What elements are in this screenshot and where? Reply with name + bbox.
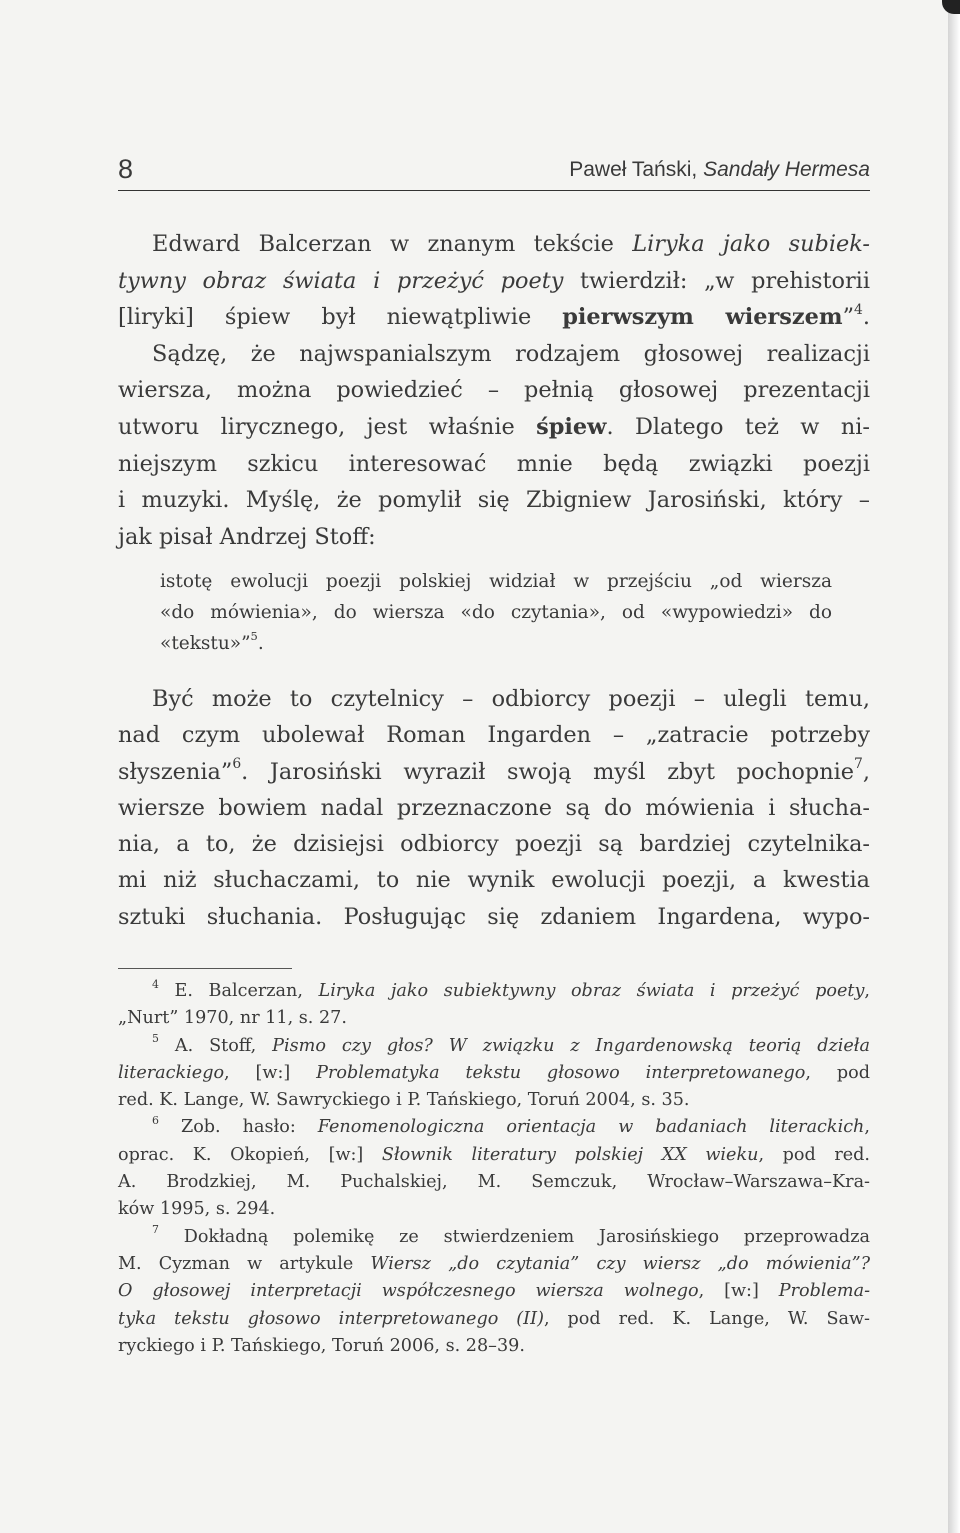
- running-head: [569, 158, 870, 182]
- text-line: [118, 299, 870, 336]
- footnote-line: [118, 978, 870, 1005]
- footnote-line: [118, 1224, 870, 1251]
- running-head-author: Paweł Tański,: [569, 158, 704, 181]
- text-span: ,: [864, 981, 870, 1001]
- title-span: Liryka jako subiektywny obraz świata i przeżyć poety: [318, 981, 865, 1001]
- footnote-line: [118, 1114, 870, 1141]
- text-line: Sądzę, że najwspanialszym rodzajem głosowej realizacji: [152, 340, 870, 367]
- title-span: literackiego: [118, 1062, 225, 1083]
- title-span: Fenomenologiczna orientacja w badaniach literackich: [317, 1117, 865, 1138]
- text-span: . Dlatego też w ni-: [606, 413, 870, 440]
- text-line: [118, 263, 870, 300]
- title-span: Problema-: [778, 1281, 871, 1302]
- text-line: sztuki słuchania. Posługując się zdaniem Ingardena, wypo-: [118, 903, 870, 930]
- footnote-number: 4: [152, 977, 159, 991]
- title-span: tywny obraz świata i przeżyć poety: [118, 267, 564, 294]
- text-span: , [w:]: [224, 1062, 317, 1083]
- text-span: twierdził: „w prehistorii: [563, 267, 870, 294]
- title-span: Wiersz „do czytania” czy wiersz „do mówienia”?: [370, 1253, 871, 1274]
- text-span: oprac. K. Okopień, [w:]: [118, 1144, 382, 1165]
- text-span: Dokładną polemikę ze stwierdzeniem Jarosińskiego przeprowadza: [158, 1226, 870, 1247]
- footnote-5: [118, 1033, 870, 1115]
- footnote-line: [118, 1060, 870, 1087]
- text-span: utworu lirycznego, jest właśnie: [118, 413, 537, 440]
- footnote-line: [118, 1278, 870, 1305]
- footnote-line: [118, 1033, 870, 1060]
- text-line: [118, 409, 870, 446]
- text-span: M. Cyzman w artykule: [118, 1253, 371, 1274]
- footnote-line: ków 1995, s. 294.: [118, 1199, 276, 1220]
- paragraph-2: [118, 681, 870, 935]
- text-line: jak pisał Andrzej Stoff:: [118, 523, 376, 550]
- footnote-ref[interactable]: 7: [854, 756, 863, 773]
- text-line: Być może to czytelnicy – odbiorcy poezji – ulegli temu,: [152, 686, 870, 712]
- title-span: Pismo czy głos? W związku z Ingardenowską teorią dzieła: [272, 1035, 871, 1056]
- text-span: .: [257, 633, 264, 654]
- text-line: nad czym ubolewał Roman Ingarden – „zatracie potrzeby: [118, 722, 870, 749]
- page-header: [118, 150, 870, 191]
- footnote-divider: [118, 968, 292, 969]
- footnote-line: [118, 1251, 870, 1278]
- footnote-line: red. K. Lange, W. Sawryckiego i P. Tańskiego, Toruń 2004, s. 35.: [118, 1090, 690, 1111]
- footnote-ref[interactable]: 5: [250, 629, 258, 644]
- title-span: Problematyka tekstu głosowo interpretowanego: [316, 1062, 806, 1083]
- paragraph-1: [118, 226, 870, 555]
- text-line: i muzyki. Myślę, że pomylił się Zbigniew Jarosiński, który –: [118, 487, 870, 514]
- footnote-line: [118, 1306, 870, 1333]
- text-span: ,: [864, 1117, 870, 1138]
- text-line: [118, 754, 870, 790]
- footnote-line: „Nurt” 1970, nr 11, s. 27.: [118, 1008, 347, 1029]
- running-head-title: Sandały Hermesa: [703, 158, 870, 181]
- quote-line: «do mówienia», do wiersza «do czytania», od «wypowiedzi» do: [160, 602, 832, 623]
- text-span: Zob. hasło:: [158, 1117, 318, 1138]
- footnote-4: [118, 978, 870, 1033]
- text-line: wiersze bowiem nadal przeznaczone są do mówienia i słucha-: [118, 794, 870, 821]
- text-line: [118, 226, 870, 263]
- footnote-line: A. Brodzkiej, M. Puchalskiej, M. Semczuk, Wrocław–Warszawa–Kra-: [118, 1172, 870, 1193]
- text-span: , [w:]: [698, 1281, 779, 1302]
- text-span: , pod red. K. Lange, W. Saw-: [543, 1308, 870, 1329]
- footnote-number: 7: [152, 1223, 159, 1237]
- footnote-line: ryckiego i P. Tańskiego, Toruń 2006, s. 28–39.: [118, 1335, 525, 1356]
- bold-span: śpiew: [536, 413, 607, 440]
- title-span: Słownik literatury polskiej XX wieku: [381, 1144, 759, 1165]
- text-line: mi niż słuchaczami, to nie wynik ewolucji poezji, a kwestia: [118, 867, 870, 894]
- footnote-number: 6: [152, 1114, 159, 1127]
- footnote-ref[interactable]: 4: [854, 301, 863, 318]
- text-span: A. Stoff,: [158, 1035, 273, 1056]
- text-span: ,: [862, 758, 870, 785]
- text-span: . Jarosiński wyraził swoją myśl zbyt pochopnie: [241, 758, 855, 785]
- footnote-line: [118, 1142, 870, 1169]
- text-span: słyszenia”: [118, 758, 233, 785]
- text-span: .: [862, 304, 870, 331]
- page-number: 8: [118, 154, 134, 184]
- footnote-6: [118, 1114, 870, 1223]
- title-span: O głosowej interpretacji współczesnego wiersza wolnego: [118, 1281, 699, 1302]
- page-edge: [948, 0, 960, 1533]
- quote-line: [160, 628, 832, 659]
- quote-line: istotę ewolucji poezji polskiej widział w przejściu „od wiersza: [160, 571, 832, 592]
- title-span: Liryka jako subiek-: [632, 231, 870, 257]
- block-quote: [160, 566, 832, 659]
- text-span: «tekstu»”: [160, 633, 251, 654]
- text-line: niejszym szkicu interesować mnie będą związki poezji: [118, 450, 870, 477]
- footnote-ref[interactable]: 6: [232, 756, 242, 773]
- bold-span: pierwszym wierszem: [562, 304, 843, 331]
- footnotes: [118, 978, 870, 1360]
- text-line: nia, a to, że dzisiejsi odbiorcy poezji są bardziej czytelnika-: [118, 831, 870, 858]
- text-line: wiersza, można powiedzieć – pełnią głosowej prezentacji: [118, 377, 870, 404]
- text-span: ”: [842, 304, 855, 331]
- footnote-number: 5: [152, 1032, 159, 1046]
- footnote-7: [118, 1224, 870, 1360]
- text-span: , pod red.: [758, 1144, 871, 1165]
- text-span: , pod: [805, 1062, 870, 1083]
- text-span: Edward Balcerzan w znanym tekście: [152, 231, 633, 257]
- text-span: [liryki] śpiew był niewątpliwie: [118, 304, 563, 331]
- text-span: E. Balcerzan,: [158, 981, 319, 1001]
- title-span: tyka tekstu głosowo interpretowanego (II): [118, 1308, 544, 1329]
